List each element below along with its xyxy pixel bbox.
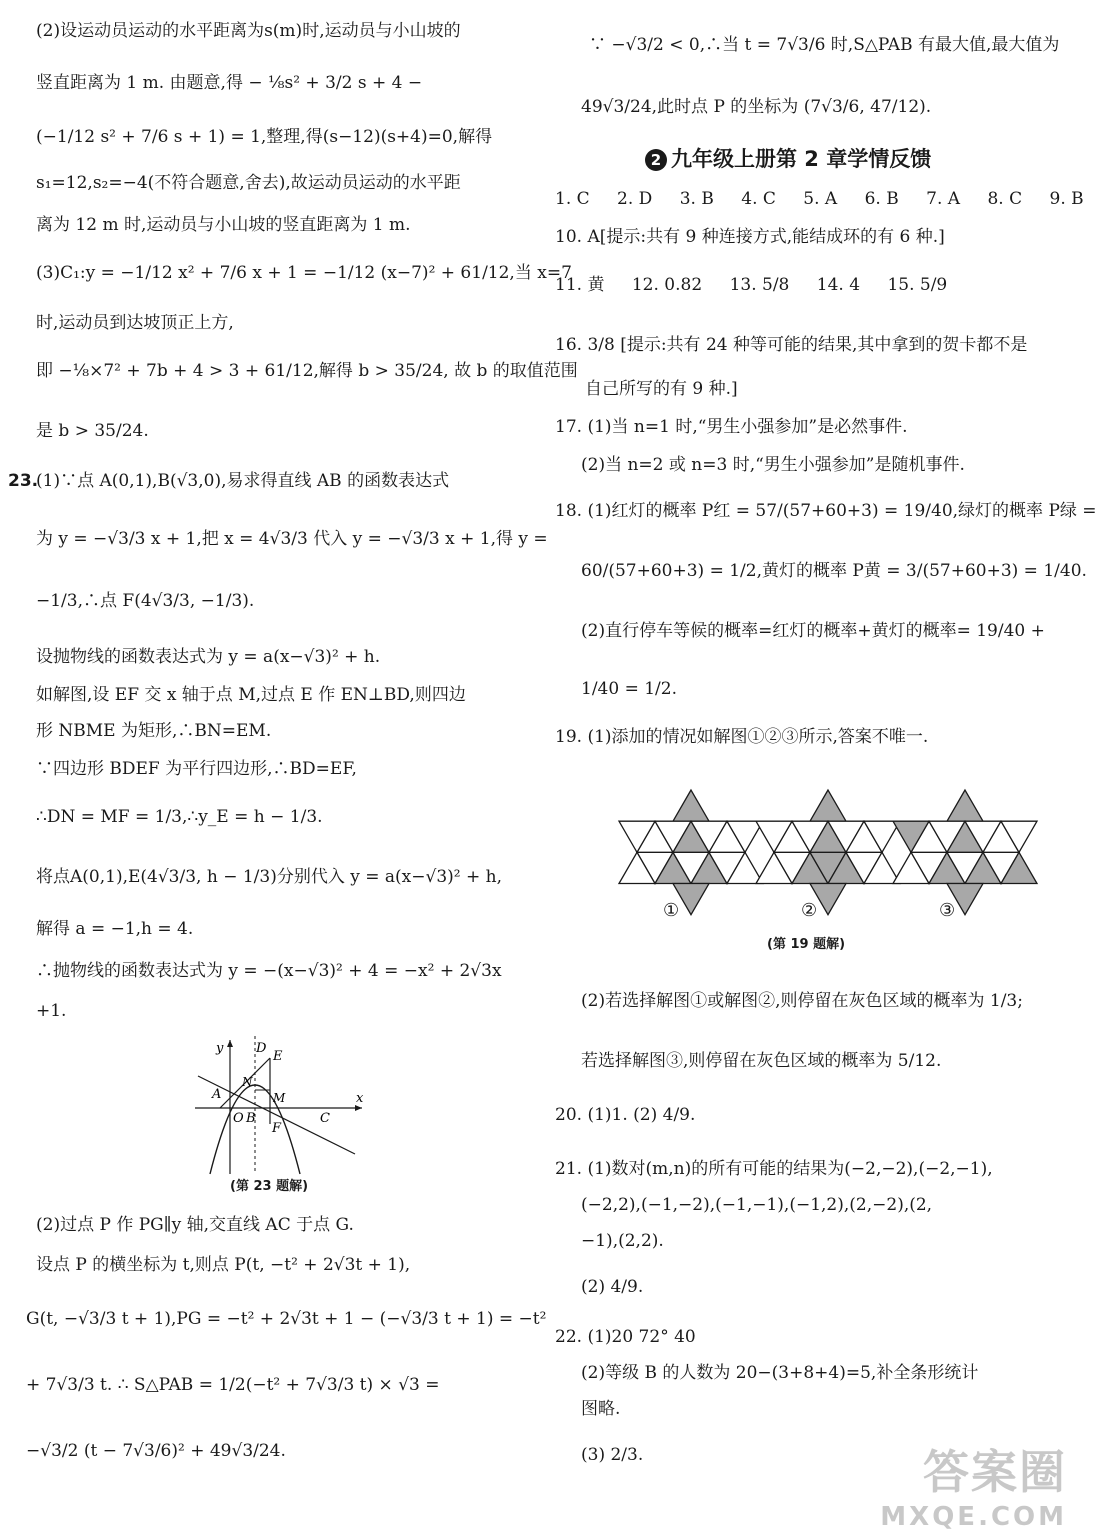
- answer-item: 4. C: [741, 189, 776, 209]
- text-line: s₁=12,s₂=−4(不符合题意,舍去),故运动员运动的水平距: [36, 173, 461, 193]
- answer-item: 3. B: [679, 189, 714, 209]
- watermark-logo: [880, 1436, 1067, 1532]
- text-line: (2)设运动员运动的水平距离为s(m)时,运动员与小山坡的: [36, 21, 461, 41]
- watermark-url: MXQE.COM: [880, 1502, 1067, 1532]
- fig23-label: D: [256, 1041, 267, 1056]
- text-line: 21. (1)数对(m,n)的所有可能的结果为(−2,−2),(−2,−1),: [555, 1159, 993, 1179]
- answer-item: 1. C: [555, 189, 590, 209]
- answer-item: 6. B: [864, 189, 899, 209]
- text-line: 1/40 = 1/2.: [581, 679, 677, 699]
- text-line: ∴抛物线的函数表达式为 y = −(x−√3)² + 4 = −x² + 2√3x: [36, 961, 502, 981]
- text-line: 即 −⅛×7² + 7b + 4 > 3 + 61/12,解得 b > 35/24, 故 b 的取值范围: [36, 361, 578, 381]
- answer-item: 14. 4: [816, 275, 861, 295]
- fig23-label: B: [246, 1111, 256, 1126]
- text-line: 将点A(0,1),E(4√3/3, h − 1/3)分别代入 y = a(x−√3)² + h,: [36, 867, 502, 887]
- text-line: 解得 a = −1,h = 4.: [36, 919, 194, 939]
- star-figure-2: [756, 790, 900, 915]
- fig23-label: A: [212, 1087, 222, 1102]
- fig23-label: O: [233, 1111, 244, 1126]
- answer-item: 5. A: [803, 189, 838, 209]
- fig23-label: C: [320, 1111, 330, 1126]
- answer-item: 15. 5/9: [887, 275, 948, 295]
- text-line: 16. 3/8 [提示:共有 24 种等可能的结果,其中拿到的贺卡都不是: [555, 335, 1028, 355]
- section-number-badge: 2: [645, 149, 667, 171]
- text-line: (2)等级 B 的人数为 20−(3+8+4)=5,补全条形统计: [581, 1363, 979, 1383]
- fig23-label: x: [356, 1091, 364, 1106]
- text-line: ∵ −√3/2 < 0,∴当 t = 7√3/6 时,S△PAB 有最大值,最大值为: [589, 35, 1060, 55]
- section-title: 九年级上册第 2 章学情反馈: [671, 147, 932, 171]
- text-line: 19. (1)添加的情况如解图①②③所示,答案不唯一.: [555, 727, 929, 747]
- text-line: 竖直距离为 1 m. 由题意,得 − ⅛s² + 3/2 s + 4 −: [36, 73, 423, 93]
- text-line: (2)过点 P 作 PG∥y 轴,交直线 AC 于点 G.: [36, 1215, 354, 1235]
- figure-caption: (第 19 题解): [767, 937, 846, 952]
- text-line: (2)直行停车等候的概率=红灯的概率+黄灯的概率= 19/40 +: [581, 621, 1045, 641]
- text-line: (3)C₁:y = −1/12 x² + 7/6 x + 1 = −1/12 (x−7)² + 61/12,当 x=7: [36, 263, 572, 283]
- star-figure-1: [619, 790, 763, 915]
- answer-row: [555, 274, 969, 296]
- text-line: 是 b > 35/24.: [36, 421, 149, 441]
- fig23-label: y: [216, 1041, 224, 1056]
- text-line: 10. A[提示:共有 9 种连接方式,能结成环的有 6 种.]: [555, 227, 945, 247]
- text-line: +1.: [36, 1001, 67, 1021]
- figure-label: ③: [939, 900, 956, 921]
- answer-item: 12. 0.82: [631, 275, 703, 295]
- text-line: 时,运动员到达坡顶正上方,: [36, 313, 234, 333]
- watermark-text: 答案圈: [923, 1445, 1067, 1499]
- fig23-label: E: [273, 1049, 283, 1064]
- answer-item: 8. C: [987, 189, 1023, 209]
- figure-caption: (第 23 题解): [230, 1179, 309, 1194]
- text-line: (−2,2),(−1,−2),(−1,−1),(−1,2),(2,−2),(2,: [581, 1195, 933, 1215]
- text-line: 图略.: [581, 1399, 621, 1419]
- text-line: 17. (1)当 n=1 时,“男生小强参加”是必然事件.: [555, 417, 908, 437]
- fig23-label: F: [272, 1121, 282, 1136]
- text-line: 为 y = −√3/3 x + 1,把 x = 4√3/3 代入 y = −√3/3 x + 1,得 y =: [36, 529, 548, 549]
- text-line: 18. (1)红灯的概率 P红 = 57/(57+60+3) = 19/40,绿灯的概率 P绿 =: [555, 501, 1097, 521]
- text-line: (3) 2/3.: [581, 1445, 644, 1465]
- answer-row: [555, 188, 1106, 210]
- text-line: 形 NBME 为矩形,∴BN=EM.: [36, 721, 272, 741]
- figure-label: ②: [801, 900, 818, 921]
- text-line: ∵四边形 BDEF 为平行四边形,∴BD=EF,: [36, 759, 357, 779]
- star-triangle-cell: [673, 790, 709, 821]
- text-line: 22. (1)20 72° 40: [555, 1327, 696, 1347]
- line-ac: [198, 1076, 355, 1154]
- text-line: (2)若选择解图①或解图②,则停留在灰色区域的概率为 1/3;: [581, 991, 1023, 1011]
- star-triangle-cell: [810, 790, 846, 821]
- text-line: 设抛物线的函数表达式为 y = a(x−√3)² + h.: [36, 647, 381, 667]
- text-line: 自己所写的有 9 种.]: [585, 379, 738, 399]
- text-line: G(t, −√3/3 t + 1),PG = −t² + 2√3t + 1 − (−√3/3 t + 1) = −t²: [26, 1309, 547, 1329]
- text-line: 20. (1)1. (2) 4/9.: [555, 1105, 696, 1125]
- star-triangle-cell: [947, 790, 983, 821]
- text-line: 49√3/24,此时点 P 的坐标为 (7√3/6, 47/12).: [581, 97, 932, 117]
- text-line: + 7√3/3 t. ∴ S△PAB = 1/2(−t² + 7√3/3 t) × √3 =: [26, 1375, 440, 1395]
- question-number: 23.: [8, 471, 39, 491]
- answer-item: 2. D: [617, 189, 653, 209]
- figure-label: ①: [663, 900, 680, 921]
- text-line: 离为 12 m 时,运动员与小山坡的竖直距离为 1 m.: [36, 215, 411, 235]
- text-line: (−1/12 s² + 7/6 s + 1) = 1,整理,得(s−12)(s+4)=0,解得: [36, 127, 493, 147]
- text-line: −√3/2 (t − 7√3/6)² + 49√3/24.: [26, 1441, 286, 1461]
- text-line: 设点 P 的横坐标为 t,则点 P(t, −t² + 2√3t + 1),: [36, 1255, 411, 1275]
- fig23-label: N: [242, 1075, 253, 1089]
- answer-item: 11. 黄: [555, 275, 605, 295]
- text-line: −1),(2,2).: [581, 1231, 664, 1251]
- text-line: 若选择解图③,则停留在灰色区域的概率为 5/12.: [581, 1051, 942, 1071]
- star-figure-3: [893, 790, 1037, 915]
- figure-23-graph: [190, 1036, 370, 1176]
- section-heading: [645, 148, 931, 171]
- text-line: ∴DN = MF = 1/3,∴y_E = h − 1/3.: [36, 807, 323, 827]
- text-line: 如解图,设 EF 交 x 轴于点 M,过点 E 作 EN⊥BD,则四边: [36, 685, 466, 705]
- text-line: (2)当 n=2 或 n=3 时,“男生小强参加”是随机事件.: [581, 455, 965, 475]
- text-line: (1)∵点 A(0,1),B(√3,0),易求得直线 AB 的函数表达式: [36, 471, 450, 491]
- text-line: −1/3,∴点 F(4√3/3, −1/3).: [36, 591, 255, 611]
- answer-item: 7. A: [926, 189, 961, 209]
- answer-item: 9. B: [1049, 189, 1084, 209]
- text-line: 60/(57+60+3) = 1/2,黄灯的概率 P黄 = 3/(57+60+3) = 1/40.: [581, 561, 1087, 581]
- text-line: (2) 4/9.: [581, 1277, 644, 1297]
- answer-item: 13. 5/8: [729, 275, 790, 295]
- fig23-label: M: [273, 1091, 286, 1105]
